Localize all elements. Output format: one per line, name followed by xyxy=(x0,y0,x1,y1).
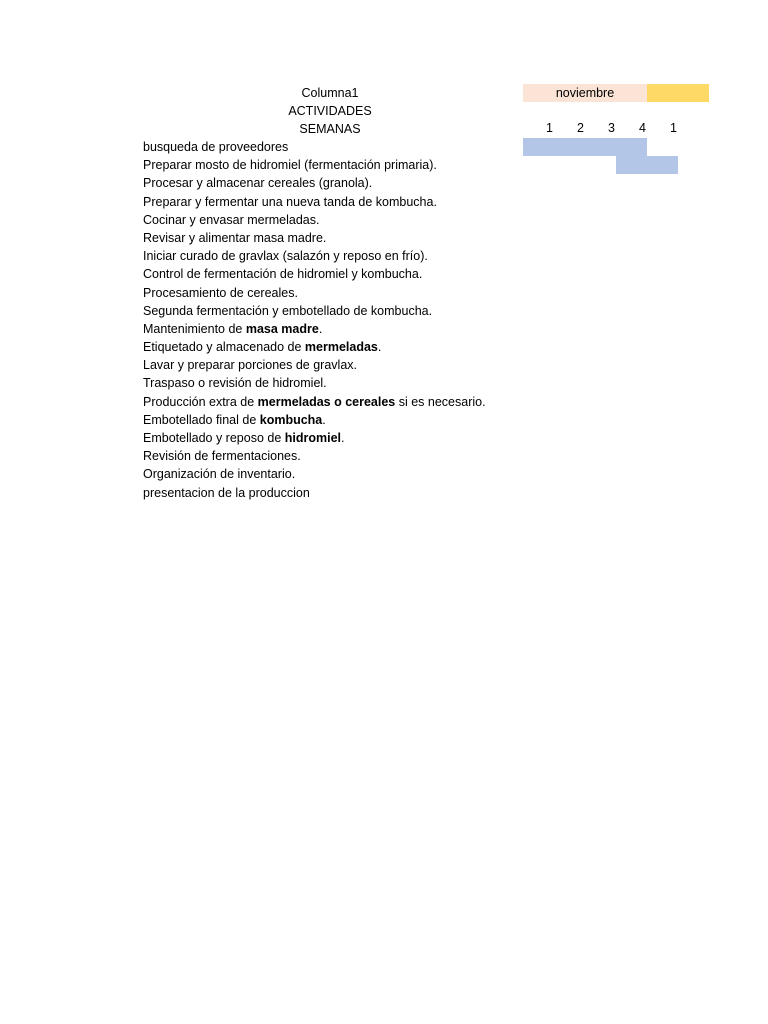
activity-text: Embotellado y reposo de xyxy=(143,431,285,445)
activity-text: Revisión de fermentaciones. xyxy=(143,449,301,464)
activity-row[interactable] xyxy=(143,484,486,502)
activity-row[interactable] xyxy=(143,211,486,229)
activity-text: . xyxy=(322,412,326,427)
week-header-1: 1 xyxy=(546,121,553,135)
activity-text: mermeladas o cereales xyxy=(257,394,396,409)
activity-row[interactable] xyxy=(143,447,486,465)
activity-row[interactable] xyxy=(143,374,486,392)
activity-text: Producción extra de xyxy=(143,394,258,409)
activity-row[interactable] xyxy=(143,174,486,192)
activity-row[interactable] xyxy=(143,320,486,338)
activity-row[interactable] xyxy=(143,193,486,211)
activity-row[interactable] xyxy=(143,393,486,411)
activity-text: Etiquetado y almacenado de xyxy=(143,340,305,355)
activity-text: kombucha xyxy=(259,412,323,427)
activity-text: busqueda de proveedores xyxy=(143,140,289,154)
activity-text: Cocinar y envasar mermeladas. xyxy=(143,212,320,227)
activity-text: Lavar y preparar porciones de gravlax. xyxy=(143,358,358,373)
activity-text: Mantenimiento de xyxy=(143,321,246,336)
activity-text: Iniciar curado de gravlax (salazón y reposo en frío). xyxy=(143,249,428,264)
week-header-4: 4 xyxy=(639,121,646,135)
activity-row[interactable] xyxy=(143,156,486,174)
activity-text: hidromiel xyxy=(284,431,342,445)
activity-row[interactable] xyxy=(143,338,486,356)
activity-text: presentacion de la produccion xyxy=(143,485,310,500)
header-columna1: Columna1 xyxy=(301,86,359,100)
activity-text: Embotellado final de xyxy=(143,412,260,427)
activity-text: Organización de inventario. xyxy=(143,467,296,482)
activity-text: Revisar y alimentar masa madre. xyxy=(143,230,327,245)
gantt-bar xyxy=(523,138,647,156)
activity-row[interactable] xyxy=(143,138,486,156)
activity-row[interactable] xyxy=(143,247,486,265)
activity-row[interactable] xyxy=(143,229,486,247)
activity-row[interactable] xyxy=(143,284,486,302)
activity-row[interactable] xyxy=(143,265,486,283)
header-actividades: ACTIVIDADES xyxy=(288,104,372,118)
activity-text: Traspaso o revisión de hidromiel. xyxy=(143,376,327,391)
activity-row[interactable] xyxy=(143,465,486,483)
week-header-2: 2 xyxy=(577,121,584,135)
activity-text: mermeladas xyxy=(304,340,378,355)
week-header-5: 1 xyxy=(670,121,677,135)
activity-text: si es necesario. xyxy=(395,394,486,409)
activity-text: Procesar y almacenar cereales (granola). xyxy=(143,176,373,191)
activity-text: Preparar y fermentar una nueva tanda de kombucha. xyxy=(143,194,437,209)
activity-row[interactable] xyxy=(143,356,486,374)
activity-row[interactable] xyxy=(143,411,486,429)
activity-text: . xyxy=(318,321,323,336)
activity-row[interactable] xyxy=(143,302,486,320)
activity-text: Control de fermentación de hidromiel y kombucha. xyxy=(143,267,423,282)
activity-row[interactable] xyxy=(143,429,486,447)
activity-text: masa madre xyxy=(245,321,319,336)
activity-text: . xyxy=(377,340,382,355)
activity-list xyxy=(143,138,486,502)
activity-text: . xyxy=(341,431,345,445)
activity-text: Preparar mosto de hidromiel (fermentación primaria). xyxy=(143,158,437,173)
activity-text: Segunda fermentación y embotellado de kombucha. xyxy=(143,303,433,318)
month-cell-noviembre[interactable]: noviembre xyxy=(523,84,647,102)
header-semanas: SEMANAS xyxy=(299,122,361,136)
gantt-bar xyxy=(616,156,678,174)
activity-text: Procesamiento de cereales. xyxy=(143,285,298,300)
month-cell-next[interactable] xyxy=(647,84,709,102)
week-header-3: 3 xyxy=(608,121,615,135)
